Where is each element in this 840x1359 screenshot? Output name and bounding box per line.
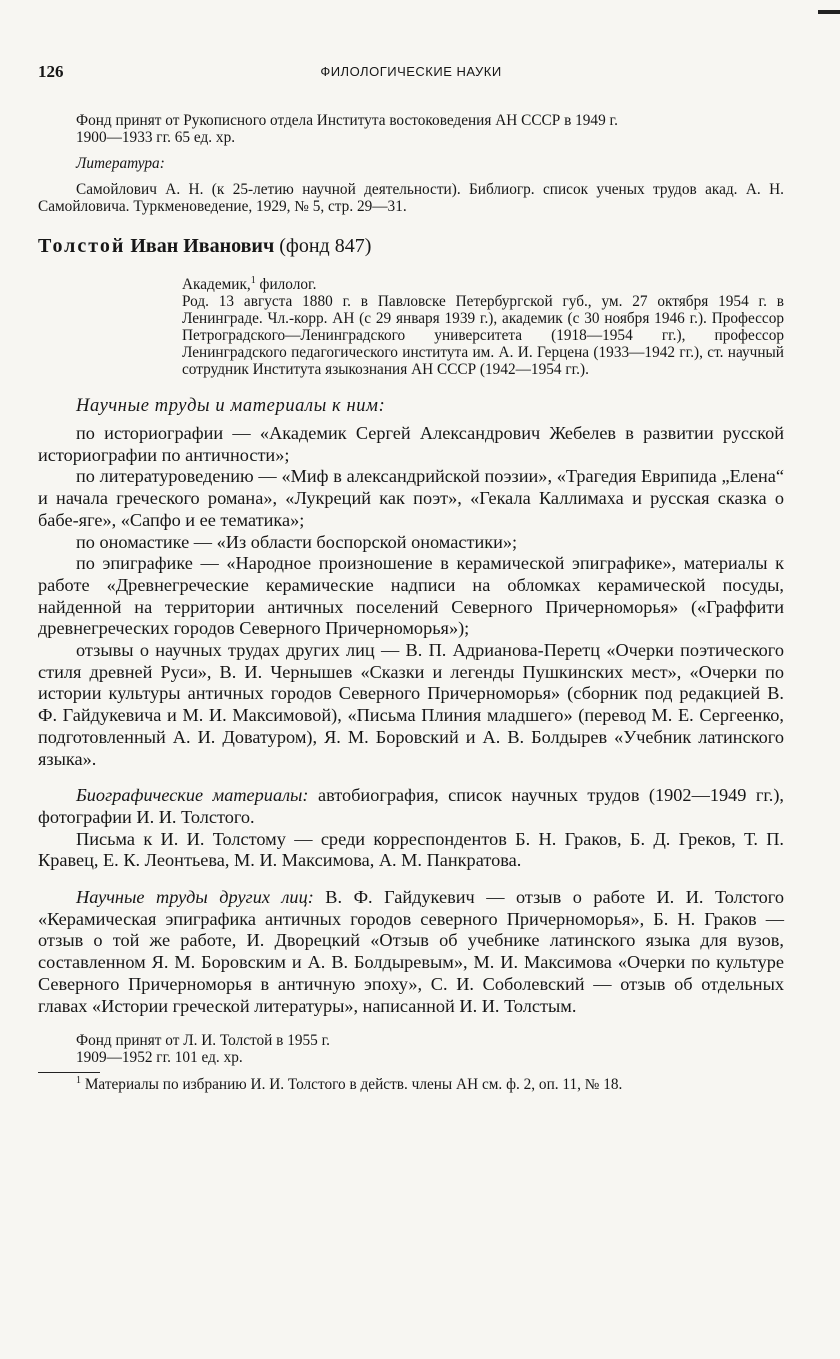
works-item: отзывы о научных трудах других лиц — В. П. Адрианова-Перетц «Очерки поэтического стиля древней Руси», В. И. Чернышев «Сказки и легенды Пушкинских мест», «Очерки по истории культуры античных городов Северного Причерноморья» (сборник под редакцией В. Ф. Гайдукевича и М. И. Максимовой), «Письма Плиния младшего» (перевод М. Е. Сергеенко, подготовленный А. И. Доватуром), Я. М. Боровский и А. В. Болдырев «Учебник латинского языка». (38, 640, 784, 769)
bio-role: Академик,$^1$ филолог. (182, 274, 317, 293)
works-heading: Научные труды и материалы к ним: (76, 396, 386, 416)
page-body (38, 112, 784, 1093)
bio-text: Род. 13 августа 1880 г. в Павловске Петербургской губ., ум. 27 октября 1954 г. в Ленинграде. Чл.-корр. АН (с 29 января 1939 г.), академик (с 30 ноября 1946 г.). Профессор Петроградского—Ленинградского университета (1918—1954 гг.), профессор Ленинградского педагогического института им. А. И. Герцена (1933—1942 гг.), ст. научный сотрудник Института языкознания АН СССР (1942—1954 гг.). (182, 293, 784, 378)
fund-range: 1909—1952 гг. 101 ед. хр. (76, 1049, 243, 1067)
letters: Письма к И. И. Толстому — среди корреспондентов Б. Н. Граков, Б. Д. Греков, Т. П. Кравец, Е. К. Леонтьева, М. И. Максимова, А. М. Панкратова. (38, 828, 784, 871)
footnote-mark: 1 (76, 1075, 81, 1087)
bio-materials-label: Биографические материалы: (76, 785, 309, 806)
works-item: по эпиграфике — «Народное произношение в керамической эпиграфике», материалы к работе «Древнегреческие керамические надписи на обломках керамической посуды, найденной на территории античных поселений Северного Причерноморья» («Граффити древнегреческих городов Северного Причерноморья»); (38, 553, 784, 639)
prev-fund-range: 1900—1933 гг. 65 ед. хр. (76, 129, 236, 146)
biography-block (182, 276, 784, 378)
fund-number: (фонд 847) (279, 235, 372, 257)
bio-materials: Биографические материалы: автобиография, список научных трудов (1902—1949 гг.), фотографии И. И. Толстого. (38, 785, 784, 827)
fund-accepted: Фонд принят от Л. И. Толстой в 1955 г. (76, 1032, 330, 1050)
literature-heading: Литература: (76, 155, 165, 172)
literature-entry: Самойлович А. Н. (к 25-летию научной деятельности). Библиогр. список ученых трудов акад. А. Н. Самойловича. Туркменоведение, 1929, № 5, стр. 29—31. (38, 181, 784, 215)
fund-heading (38, 235, 784, 258)
scan-edge-mark (818, 10, 840, 14)
footnote-rule (38, 1072, 100, 1073)
running-title: ФИЛОЛОГИЧЕСКИЕ НАУКИ (320, 64, 502, 79)
others-works: Научные труды других лиц: В. Ф. Гайдукевич — отзыв о работе И. И. Толстого «Керамическая эпиграфика античных городов северного Причерноморья», Б. Н. Граков — отзыв о той же работе, И. Дворецкий «Отзыв об учебнике латинского языка для вузов, составленном Я. М. Боровским и А. В. Болдыревым», М. И. Максимова «Очерки по культуре Северного Причерноморья в античную эпоху», С. И. Соболевский — отзыв об отдельных главах «Истории греческой литературы», написанной И. И. Толстым. (38, 887, 784, 1016)
others-works-label: Научные труды других лиц: (76, 887, 314, 908)
prev-fund-accepted: Фонд принят от Рукописного отдела Института востоковедения АН СССР в 1949 г. (76, 112, 618, 129)
page-number: 126 (38, 62, 64, 81)
fund-surname: Толстой (38, 235, 126, 257)
fund-person-name: Иван Иванович (130, 235, 275, 257)
works-item: по историографии — «Академик Сергей Александрович Жебелев в развитии русской историографии по античности»; (38, 423, 784, 465)
footnote: $^1$ Материалы по избранию И. И. Толстого в действ. члены АН см. ф. 2, оп. 11, № 18. (76, 1075, 623, 1094)
footnote-ref: 1 (250, 274, 256, 286)
works-item: по литературоведению — «Миф в александрийской поэзии», «Трагедия Еврипида „Елена“ и начала греческого романа», «Лукреций как поэт», «Гекала Каллимаха и русская сказка о бабе-яге», «Сапфо и ее тематика»; (38, 466, 784, 530)
works-item: по ономастике — «Из области боспорской ономастики»; (76, 531, 518, 552)
page-header (38, 62, 784, 84)
